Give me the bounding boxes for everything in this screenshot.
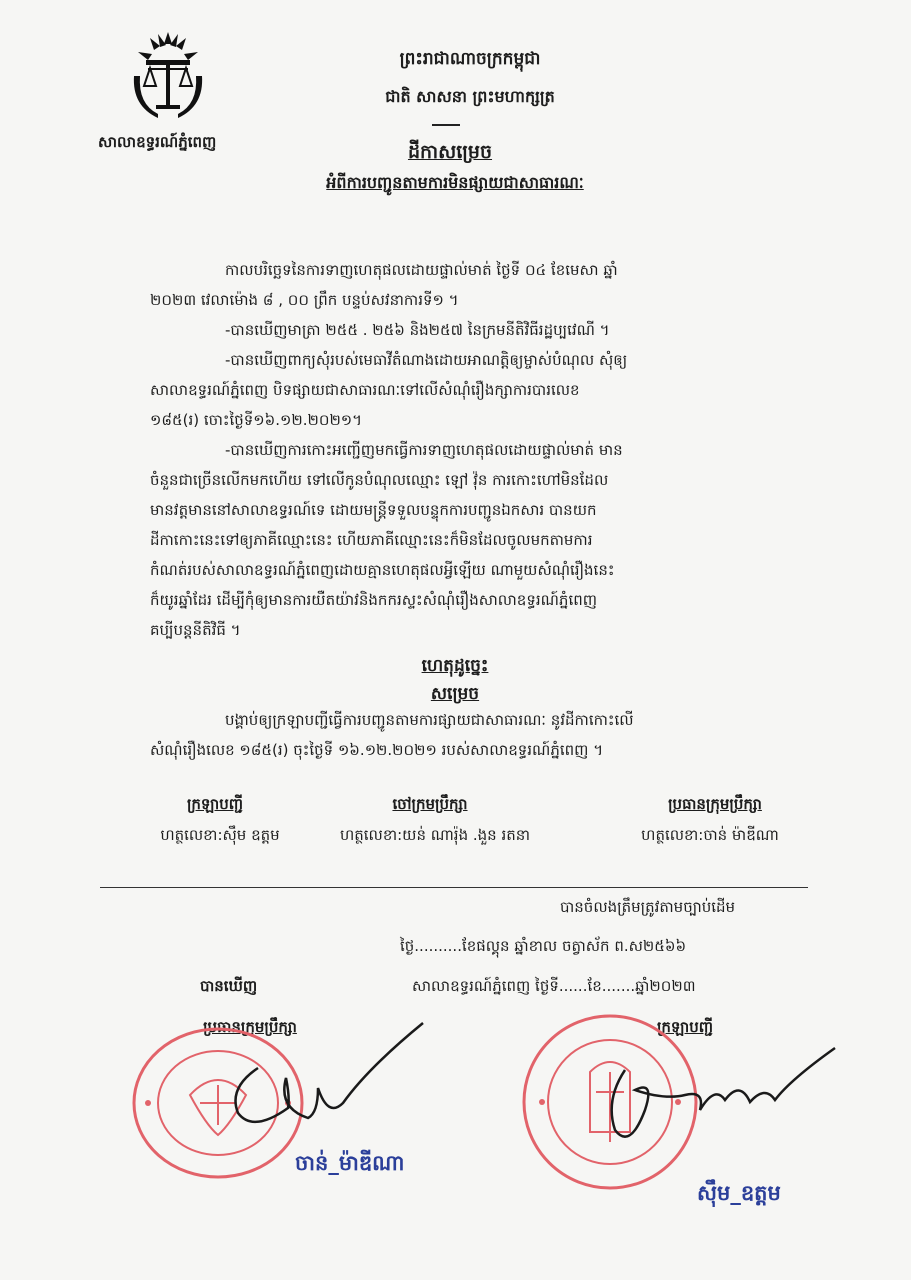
signatory-name-clerk: ហត្ថលេខា:ស៊ឹម ឧត្តម [160,826,280,844]
signatory-title-clerk: ក្រឡាបញ្ជី [186,795,244,813]
reason-heading: ហេតុដូច្នេះ [421,656,489,676]
court-date-line: សាលាឧទ្ធរណ៍ភ្នំពេញ ថ្ងៃទី......ខែ.......ឆ្នាំ២០២៣ [412,977,696,995]
text-line: ដីកាកោះនេះទៅឲ្យភាគីឈ្មោះនេះ ហើយភាគីឈ្មោះនេះក៏មិនដែលចូលមកតាមការ [150,531,593,549]
text-line: ១៨៥(រ) ចោះថ្ងៃទី១៦.១២.២០២១។ [150,411,363,429]
lunar-date-line: ថ្ងៃ..........ខែផល្គុន ឆ្នាំខាល ចត្វាស័ក ព.ស២៥៦៦ [400,937,687,955]
stamp-left-name: ចាន់_ម៉ាឌីណា [295,1151,405,1175]
text-line: ចំនួនជាច្រើនលើកមកហើយ ទៅលើកូនបំណុលឈ្មោះ ឡៅ វ៉ុន ការកោះហៅមិនដែល [150,471,609,489]
document-subtitle: អំពីការបញ្ជូនតាមការមិនផ្សាយជាសាធារណៈ [326,173,584,192]
text-line: -បានឃើញការកោះអញ្ជើញមកធ្វើការទាញហេតុផលដោយផ្ទាល់មាត់ មាន [225,441,623,459]
signatory-title-president: ប្រធានក្រុមប្រឹក្សា [668,795,762,813]
stamp-right-name: ស៊ឹម_ឧត្តម [697,1181,781,1205]
paragraph-decision [150,705,800,765]
court-name: សាលាឧទ្ធរណ៍ភ្នំពេញ [98,133,217,151]
stamp-left-title: ប្រធានក្រុមប្រឹក្សា [203,1018,297,1036]
signatory-title-judge: ចៅក្រមប្រឹក្សា [392,795,468,813]
text-line: សាលាឧទ្ធរណ៍ភ្នំពេញ បិទផ្សាយជាសាធារណៈទៅលើសំណុំរឿងក្សាការបារលេខ [150,381,580,399]
text-line: ២០២៣ វេលាម៉ោង ៨ , ០០ ព្រឹក បន្ទប់សវនាការទី១ ។ [150,291,459,309]
paragraph-request [150,345,800,435]
text-line: កំណត់របស់សាលាឧទ្ធរណ៍ភ្នំពេញដោយគ្មានហេតុផលអ្វីឡើយ ណាមួយសំណុំរឿងនេះ [150,561,615,579]
paragraph-articles [150,315,800,345]
court-emblem-icon [128,26,208,126]
text-line: មានវត្តមាននៅសាលាឧទ្ធរណ៍ទេ ដោយមន្ត្រីទទួលបន្ទុកការបញ្ជូនឯកសារ បានយក [150,501,597,519]
text-line: កាលបរិច្ឆេទនៃការទាញហេតុផលដោយផ្ទាល់មាត់ ថ្ងៃទី ០៤ ខែមេសា ឆ្នាំ [225,261,618,279]
kingdom-heading: ព្រះរាជាណាចក្រកម្ពុជា [399,49,541,69]
signature-left-icon [218,1018,428,1138]
paragraph-summons [150,435,800,645]
text-line: -បានឃើញពាក្យសុំរបស់មេធាវីតំណាងដោយអាណត្តិឲ្យម្ចាស់បំណុល សុំឲ្យ [225,351,628,369]
seen-label: បានឃើញ [200,977,258,995]
document-title: ដីកាសម្រេច [407,141,493,163]
signature-right-icon [585,1040,840,1150]
text-line: គប្បីបន្តនីតិវិធី ។ [150,621,241,639]
text-line: សំណុំរឿងលេខ ១៨៥(រ) ចុះថ្ងៃទី ១៦.១២.២០២១ របស់សាលាឧទ្ធរណ៍ភ្នំពេញ ។ [150,741,604,759]
stamp-right-title: ក្រឡាបញ្ជី [656,1018,714,1036]
section-divider [100,887,808,888]
text-line: បង្គាប់ឲ្យក្រឡាបញ្ជីធ្វើការបញ្ជូនតាមការផ្សាយជាសាធារណៈ នូវដីកាកោះលើ [225,711,634,729]
decision-heading: សម្រេច [430,684,480,704]
header-divider [432,124,460,126]
signatory-name-president: ហត្ថលេខា:ចាន់ ម៉ាឌីណា [641,826,779,844]
paragraph-hearing-date [150,255,800,315]
text-line: ក៏យូរឆ្នាំដែរ ដើម្បីកុំឲ្យមានការយឺតយ៉ាវនិងកករស្ទះសំណុំរឿងសាលាឧទ្ធរណ៍ភ្នំពេញ [150,591,598,609]
national-motto: ជាតិ សាសនា ព្រះមហាក្សត្រ [385,87,555,106]
copy-certification: បានចំលងត្រឹមត្រូវតាមច្បាប់ដើម [560,898,736,916]
signatory-name-judges: ហត្ថលេខា:យន់ ណារ៉ុង .ងួន រតនា [339,826,531,844]
text-line: -បានឃើញមាត្រា ២៥៥ . ២៥៦ និង២៥៧ នៃក្រមនីតិវិធីរដ្ឋប្បវេណី ។ [225,321,610,339]
